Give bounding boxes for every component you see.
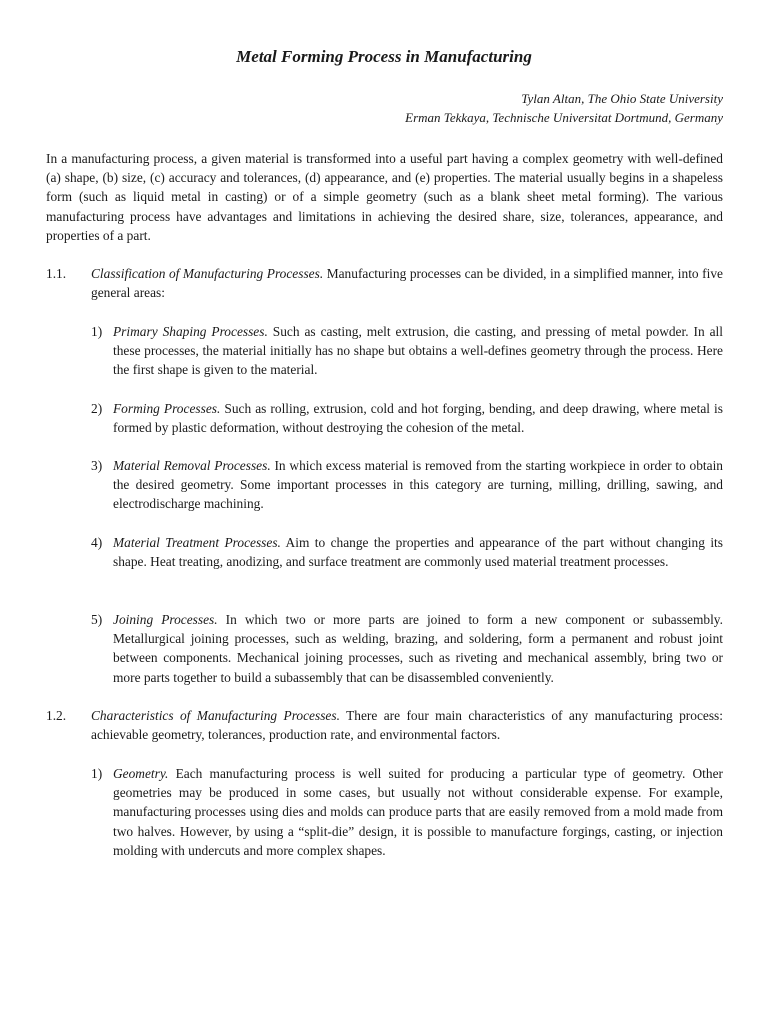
list-item-heading: Primary Shaping Processes. bbox=[113, 324, 268, 339]
list-item bbox=[113, 610, 723, 687]
list-item-body: Aim to change the properties and appearance of the part without changing its shape. Heat treating, anodizing, and surface treatment are commonly used material treatment processes. bbox=[113, 535, 723, 570]
list-item-heading: Forming Processes. bbox=[113, 401, 221, 416]
list-item-body: In which excess material is removed from the starting workpiece in order to obtain the desired geometry. Some important processes in this category are turning, milling, drilling, sawing, and electrodischarge machining. bbox=[113, 458, 723, 512]
list-item-body: Such as rolling, extrusion, cold and hot forging, bending, and deep drawing, where metal is formed by plastic deformation, without destroying the cohesion of the metal. bbox=[113, 401, 723, 436]
list-item-number: 5) bbox=[91, 612, 103, 627]
list-item-number: 1) bbox=[91, 324, 103, 339]
section-number: 1.2. bbox=[46, 708, 67, 723]
author-line-1: Tylan Altan, The Ohio State University bbox=[521, 91, 723, 106]
list-item-number: 3) bbox=[91, 458, 103, 473]
list-item-body: Each manufacturing process is well suited for producing a particular type of geometry. Other geometries may be produced in some cases, but usually not without considerable expense. For example, manufacturing processes using dies and molds can produce parts that are easily removed from a mold made from two halves. However, by using a “split-die” design, it is possible to manufacture forgings, casting, or injection molding with undercuts and more complex shapes. bbox=[113, 766, 723, 858]
section-heading: Classification of Manufacturing Processes. bbox=[91, 266, 324, 281]
list-item-heading: Material Treatment Processes. bbox=[113, 535, 281, 550]
list-item-body: In which two or more parts are joined to form a new component or subassembly. Metallurgical joining processes, such as welding, brazing, and soldering, form a permanent and robust joint between components. Mechanical joining processes, such as riveting and mechanical assembly, bring two or more parts together to build a subassembly that can be disassembled conveniently. bbox=[113, 612, 723, 685]
list-item-number: 1) bbox=[91, 766, 103, 781]
list-item bbox=[113, 322, 723, 380]
section-body: Manufacturing processes can be divided, in a simplified manner, into five general areas: bbox=[91, 266, 723, 301]
list-item-body: Such as casting, melt extrusion, die casting, and pressing of metal powder. In all these processes, the material initially has no shape but obtains a well-defines geometry through the process. Here the first shape is given to the material. bbox=[113, 324, 723, 378]
list-item-number: 2) bbox=[91, 401, 103, 416]
section-body: There are four main characteristics of any manufacturing process: achievable geometry, tolerances, production rate, and environmental factors. bbox=[91, 708, 723, 743]
intro-paragraph: In a manufacturing process, a given material is transformed into a useful part having a complex geometry with well-defined (a) shape, (b) size, (c) accuracy and tolerances, (d) appearance, and (e) properties. The material usually begins in a shapeless form (such as liquid metal in casting) or of a simple geometry (such as a blank sheet metal forming). The various manufacturing process have advantages and limitations in achieving the desired share, size, tolerances, appearance, and properties of a part. bbox=[46, 151, 723, 243]
section-paragraph bbox=[91, 706, 723, 744]
list-item bbox=[113, 764, 723, 860]
list-item bbox=[113, 456, 723, 514]
list-item bbox=[113, 399, 723, 437]
author-line-2: Erman Tekkaya, Technische Universitat Dortmund, Germany bbox=[405, 110, 723, 125]
document-title: Metal Forming Process in Manufacturing bbox=[236, 47, 532, 66]
section-number: 1.1. bbox=[46, 266, 67, 281]
list-item-number: 4) bbox=[91, 535, 103, 550]
section-heading: Characteristics of Manufacturing Processes. bbox=[91, 708, 340, 723]
section-paragraph bbox=[91, 264, 723, 302]
list-item-heading: Material Removal Processes. bbox=[113, 458, 271, 473]
list-item bbox=[113, 533, 723, 571]
list-item-heading: Joining Processes. bbox=[113, 612, 218, 627]
list-item-heading: Geometry. bbox=[113, 766, 169, 781]
